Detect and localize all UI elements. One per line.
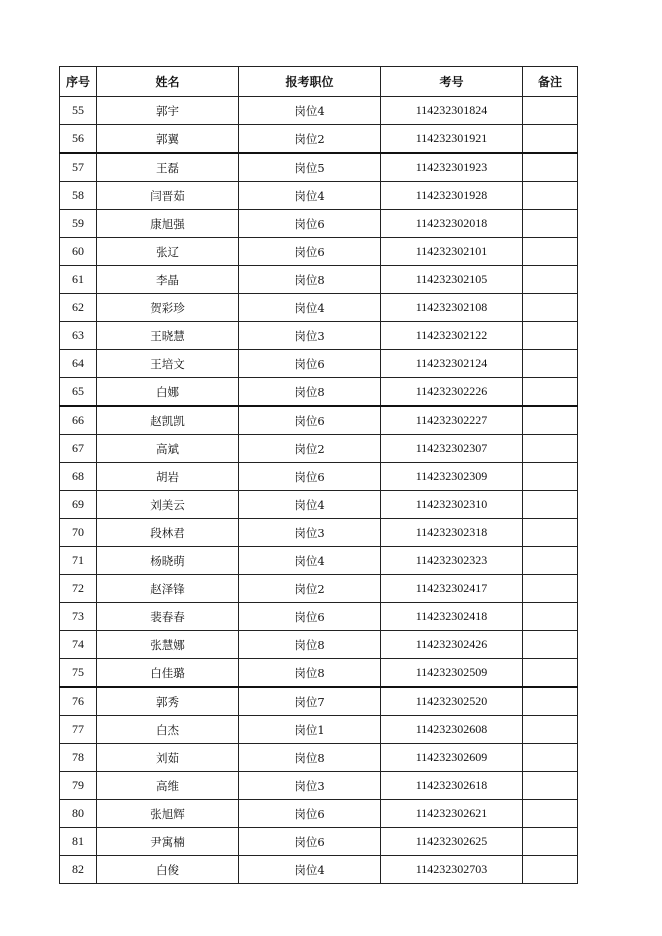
cell-index: 59 xyxy=(60,210,97,238)
cell-name: 杨晓萌 xyxy=(97,547,239,575)
table-row xyxy=(60,800,578,828)
table-row xyxy=(60,97,578,125)
cell-exam-number: 114232302621 xyxy=(381,800,523,828)
cell-index: 58 xyxy=(60,182,97,210)
cell-name: 贺彩珍 xyxy=(97,294,239,322)
cell-remark xyxy=(523,266,578,294)
cell-remark xyxy=(523,378,578,407)
cell-index: 65 xyxy=(60,378,97,407)
table-row xyxy=(60,659,578,688)
table-row xyxy=(60,744,578,772)
cell-remark xyxy=(523,659,578,688)
cell-remark xyxy=(523,435,578,463)
cell-index: 72 xyxy=(60,575,97,603)
cell-exam-number: 114232301824 xyxy=(381,97,523,125)
table-row xyxy=(60,716,578,744)
cell-name: 张慧娜 xyxy=(97,631,239,659)
cell-name: 赵凯凯 xyxy=(97,406,239,435)
cell-exam-number: 114232302520 xyxy=(381,687,523,716)
cell-remark xyxy=(523,463,578,491)
table-row xyxy=(60,406,578,435)
cell-position: 岗位6 xyxy=(239,603,381,631)
header-remark: 备注 xyxy=(523,67,578,97)
table-row xyxy=(60,547,578,575)
cell-remark xyxy=(523,406,578,435)
cell-index: 81 xyxy=(60,828,97,856)
cell-position: 岗位8 xyxy=(239,378,381,407)
cell-name: 郭秀 xyxy=(97,687,239,716)
cell-name: 裴春春 xyxy=(97,603,239,631)
table-body xyxy=(60,97,578,884)
cell-index: 77 xyxy=(60,716,97,744)
table-row xyxy=(60,828,578,856)
cell-name: 白俊 xyxy=(97,856,239,884)
cell-exam-number: 114232302105 xyxy=(381,266,523,294)
cell-remark xyxy=(523,491,578,519)
cell-remark xyxy=(523,350,578,378)
cell-position: 岗位2 xyxy=(239,575,381,603)
cell-remark xyxy=(523,856,578,884)
cell-index: 69 xyxy=(60,491,97,519)
cell-index: 68 xyxy=(60,463,97,491)
cell-name: 白杰 xyxy=(97,716,239,744)
cell-name: 闫晋茹 xyxy=(97,182,239,210)
cell-exam-number: 114232302426 xyxy=(381,631,523,659)
table-row xyxy=(60,856,578,884)
cell-position: 岗位6 xyxy=(239,828,381,856)
cell-index: 55 xyxy=(60,97,97,125)
cell-position: 岗位6 xyxy=(239,800,381,828)
cell-exam-number: 114232301923 xyxy=(381,153,523,182)
cell-index: 67 xyxy=(60,435,97,463)
cell-exam-number: 114232302124 xyxy=(381,350,523,378)
cell-index: 73 xyxy=(60,603,97,631)
header-name: 姓名 xyxy=(97,67,239,97)
cell-index: 66 xyxy=(60,406,97,435)
header-position: 报考职位 xyxy=(239,67,381,97)
cell-name: 高维 xyxy=(97,772,239,800)
cell-index: 80 xyxy=(60,800,97,828)
cell-exam-number: 114232302417 xyxy=(381,575,523,603)
cell-name: 段林君 xyxy=(97,519,239,547)
cell-name: 高斌 xyxy=(97,435,239,463)
cell-remark xyxy=(523,294,578,322)
cell-index: 64 xyxy=(60,350,97,378)
cell-index: 78 xyxy=(60,744,97,772)
cell-exam-number: 114232302509 xyxy=(381,659,523,688)
table-row xyxy=(60,238,578,266)
cell-index: 61 xyxy=(60,266,97,294)
candidate-table xyxy=(59,66,578,884)
cell-name: 王磊 xyxy=(97,153,239,182)
cell-index: 75 xyxy=(60,659,97,688)
cell-remark xyxy=(523,828,578,856)
table-row xyxy=(60,463,578,491)
table-row xyxy=(60,575,578,603)
cell-name: 张旭辉 xyxy=(97,800,239,828)
header-exam-number: 考号 xyxy=(381,67,523,97)
cell-exam-number: 114232302226 xyxy=(381,378,523,407)
cell-remark xyxy=(523,547,578,575)
table-row xyxy=(60,294,578,322)
table-row xyxy=(60,519,578,547)
cell-remark xyxy=(523,322,578,350)
cell-index: 76 xyxy=(60,687,97,716)
cell-exam-number: 114232302227 xyxy=(381,406,523,435)
cell-name: 刘美云 xyxy=(97,491,239,519)
cell-index: 71 xyxy=(60,547,97,575)
cell-exam-number: 114232302625 xyxy=(381,828,523,856)
cell-position: 岗位1 xyxy=(239,716,381,744)
cell-position: 岗位6 xyxy=(239,463,381,491)
table-row xyxy=(60,322,578,350)
cell-position: 岗位8 xyxy=(239,266,381,294)
table-row xyxy=(60,153,578,182)
table-row xyxy=(60,491,578,519)
cell-remark xyxy=(523,575,578,603)
cell-remark xyxy=(523,603,578,631)
table-row xyxy=(60,210,578,238)
cell-name: 刘茹 xyxy=(97,744,239,772)
cell-name: 康旭强 xyxy=(97,210,239,238)
cell-position: 岗位2 xyxy=(239,435,381,463)
cell-name: 胡岩 xyxy=(97,463,239,491)
cell-position: 岗位8 xyxy=(239,631,381,659)
cell-index: 60 xyxy=(60,238,97,266)
header-index: 序号 xyxy=(60,67,97,97)
table-row xyxy=(60,350,578,378)
cell-position: 岗位4 xyxy=(239,856,381,884)
table-row xyxy=(60,182,578,210)
cell-exam-number: 114232302418 xyxy=(381,603,523,631)
cell-remark xyxy=(523,97,578,125)
cell-name: 王晓慧 xyxy=(97,322,239,350)
cell-remark xyxy=(523,744,578,772)
cell-index: 82 xyxy=(60,856,97,884)
cell-position: 岗位2 xyxy=(239,125,381,154)
cell-position: 岗位3 xyxy=(239,322,381,350)
table-row xyxy=(60,266,578,294)
table-row xyxy=(60,631,578,659)
cell-name: 白娜 xyxy=(97,378,239,407)
cell-exam-number: 114232302101 xyxy=(381,238,523,266)
cell-exam-number: 114232302609 xyxy=(381,744,523,772)
cell-remark xyxy=(523,716,578,744)
cell-position: 岗位4 xyxy=(239,97,381,125)
cell-position: 岗位3 xyxy=(239,772,381,800)
cell-exam-number: 114232302318 xyxy=(381,519,523,547)
cell-remark xyxy=(523,210,578,238)
cell-remark xyxy=(523,772,578,800)
cell-index: 70 xyxy=(60,519,97,547)
cell-exam-number: 114232301928 xyxy=(381,182,523,210)
cell-position: 岗位6 xyxy=(239,350,381,378)
cell-exam-number: 114232302018 xyxy=(381,210,523,238)
cell-index: 79 xyxy=(60,772,97,800)
cell-position: 岗位4 xyxy=(239,547,381,575)
cell-exam-number: 114232302703 xyxy=(381,856,523,884)
cell-index: 56 xyxy=(60,125,97,154)
cell-remark xyxy=(523,153,578,182)
cell-position: 岗位8 xyxy=(239,744,381,772)
cell-position: 岗位7 xyxy=(239,687,381,716)
cell-exam-number: 114232302122 xyxy=(381,322,523,350)
cell-exam-number: 114232302323 xyxy=(381,547,523,575)
cell-exam-number: 114232301921 xyxy=(381,125,523,154)
cell-name: 郭宇 xyxy=(97,97,239,125)
table-row xyxy=(60,772,578,800)
cell-name: 尹寓楠 xyxy=(97,828,239,856)
cell-index: 62 xyxy=(60,294,97,322)
cell-exam-number: 114232302618 xyxy=(381,772,523,800)
cell-exam-number: 114232302309 xyxy=(381,463,523,491)
cell-position: 岗位6 xyxy=(239,406,381,435)
cell-name: 赵泽锋 xyxy=(97,575,239,603)
cell-remark xyxy=(523,800,578,828)
table-row xyxy=(60,378,578,407)
table-header-row xyxy=(60,67,578,97)
cell-position: 岗位4 xyxy=(239,491,381,519)
cell-exam-number: 114232302307 xyxy=(381,435,523,463)
cell-position: 岗位8 xyxy=(239,659,381,688)
cell-index: 57 xyxy=(60,153,97,182)
table-row xyxy=(60,435,578,463)
cell-remark xyxy=(523,125,578,154)
cell-remark xyxy=(523,519,578,547)
cell-remark xyxy=(523,182,578,210)
cell-name: 王培文 xyxy=(97,350,239,378)
cell-name: 李晶 xyxy=(97,266,239,294)
cell-name: 张辽 xyxy=(97,238,239,266)
cell-position: 岗位4 xyxy=(239,182,381,210)
cell-position: 岗位6 xyxy=(239,210,381,238)
cell-exam-number: 114232302310 xyxy=(381,491,523,519)
table-row xyxy=(60,603,578,631)
cell-remark xyxy=(523,238,578,266)
cell-position: 岗位3 xyxy=(239,519,381,547)
table-row xyxy=(60,125,578,154)
table-row xyxy=(60,687,578,716)
cell-position: 岗位4 xyxy=(239,294,381,322)
cell-name: 郭翼 xyxy=(97,125,239,154)
cell-remark xyxy=(523,687,578,716)
cell-exam-number: 114232302608 xyxy=(381,716,523,744)
cell-remark xyxy=(523,631,578,659)
cell-exam-number: 114232302108 xyxy=(381,294,523,322)
cell-name: 白佳璐 xyxy=(97,659,239,688)
cell-index: 74 xyxy=(60,631,97,659)
cell-index: 63 xyxy=(60,322,97,350)
cell-position: 岗位5 xyxy=(239,153,381,182)
cell-position: 岗位6 xyxy=(239,238,381,266)
